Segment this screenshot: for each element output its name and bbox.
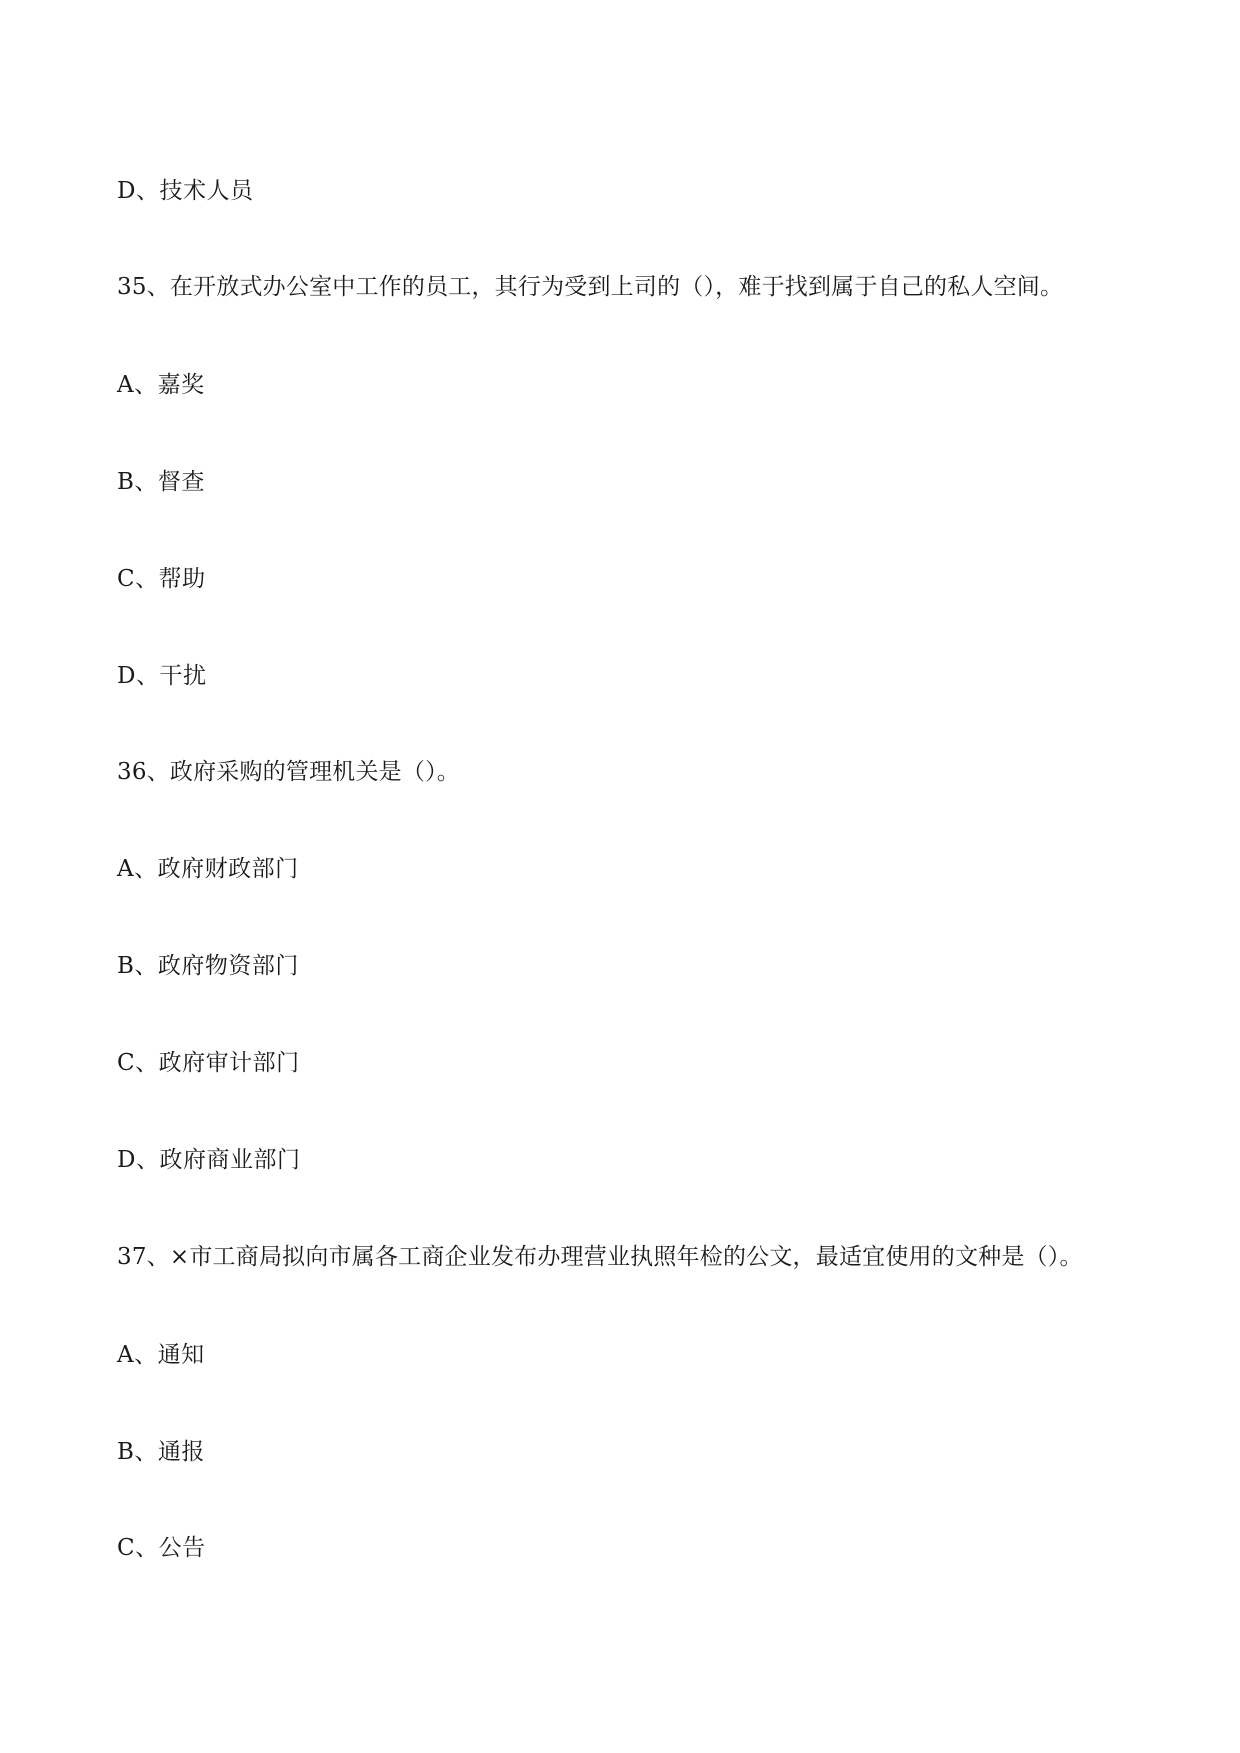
q37-option-b: B、通报 <box>117 1439 205 1465</box>
q35-option-d: D、干扰 <box>117 663 207 689</box>
q35-option-a: A、嘉奖 <box>117 372 205 398</box>
q34-option-d: D、技术人员 <box>117 178 254 204</box>
q36-option-d: D、政府商业部门 <box>117 1147 301 1173</box>
q37-option-a: A、通知 <box>117 1342 205 1368</box>
q35-option-b: B、督查 <box>117 469 205 495</box>
q36-option-c: C、政府审计部门 <box>117 1050 300 1076</box>
q36-option-a: A、政府财政部门 <box>117 856 299 882</box>
q35-question: 35、在开放式办公室中工作的员工，其行为受到上司的（），难于找到属于自己的私人空间。 <box>117 274 1064 300</box>
q37-option-c: C、公告 <box>117 1535 206 1561</box>
q36-question: 36、政府采购的管理机关是（）。 <box>117 759 460 785</box>
q37-question: 37、×市工商局拟向市属各工商企业发布办理营业执照年检的公文，最适宜使用的文种是（）。 <box>117 1244 1083 1270</box>
q35-option-c: C、帮助 <box>117 566 206 592</box>
q36-option-b: B、政府物资部门 <box>117 953 299 979</box>
